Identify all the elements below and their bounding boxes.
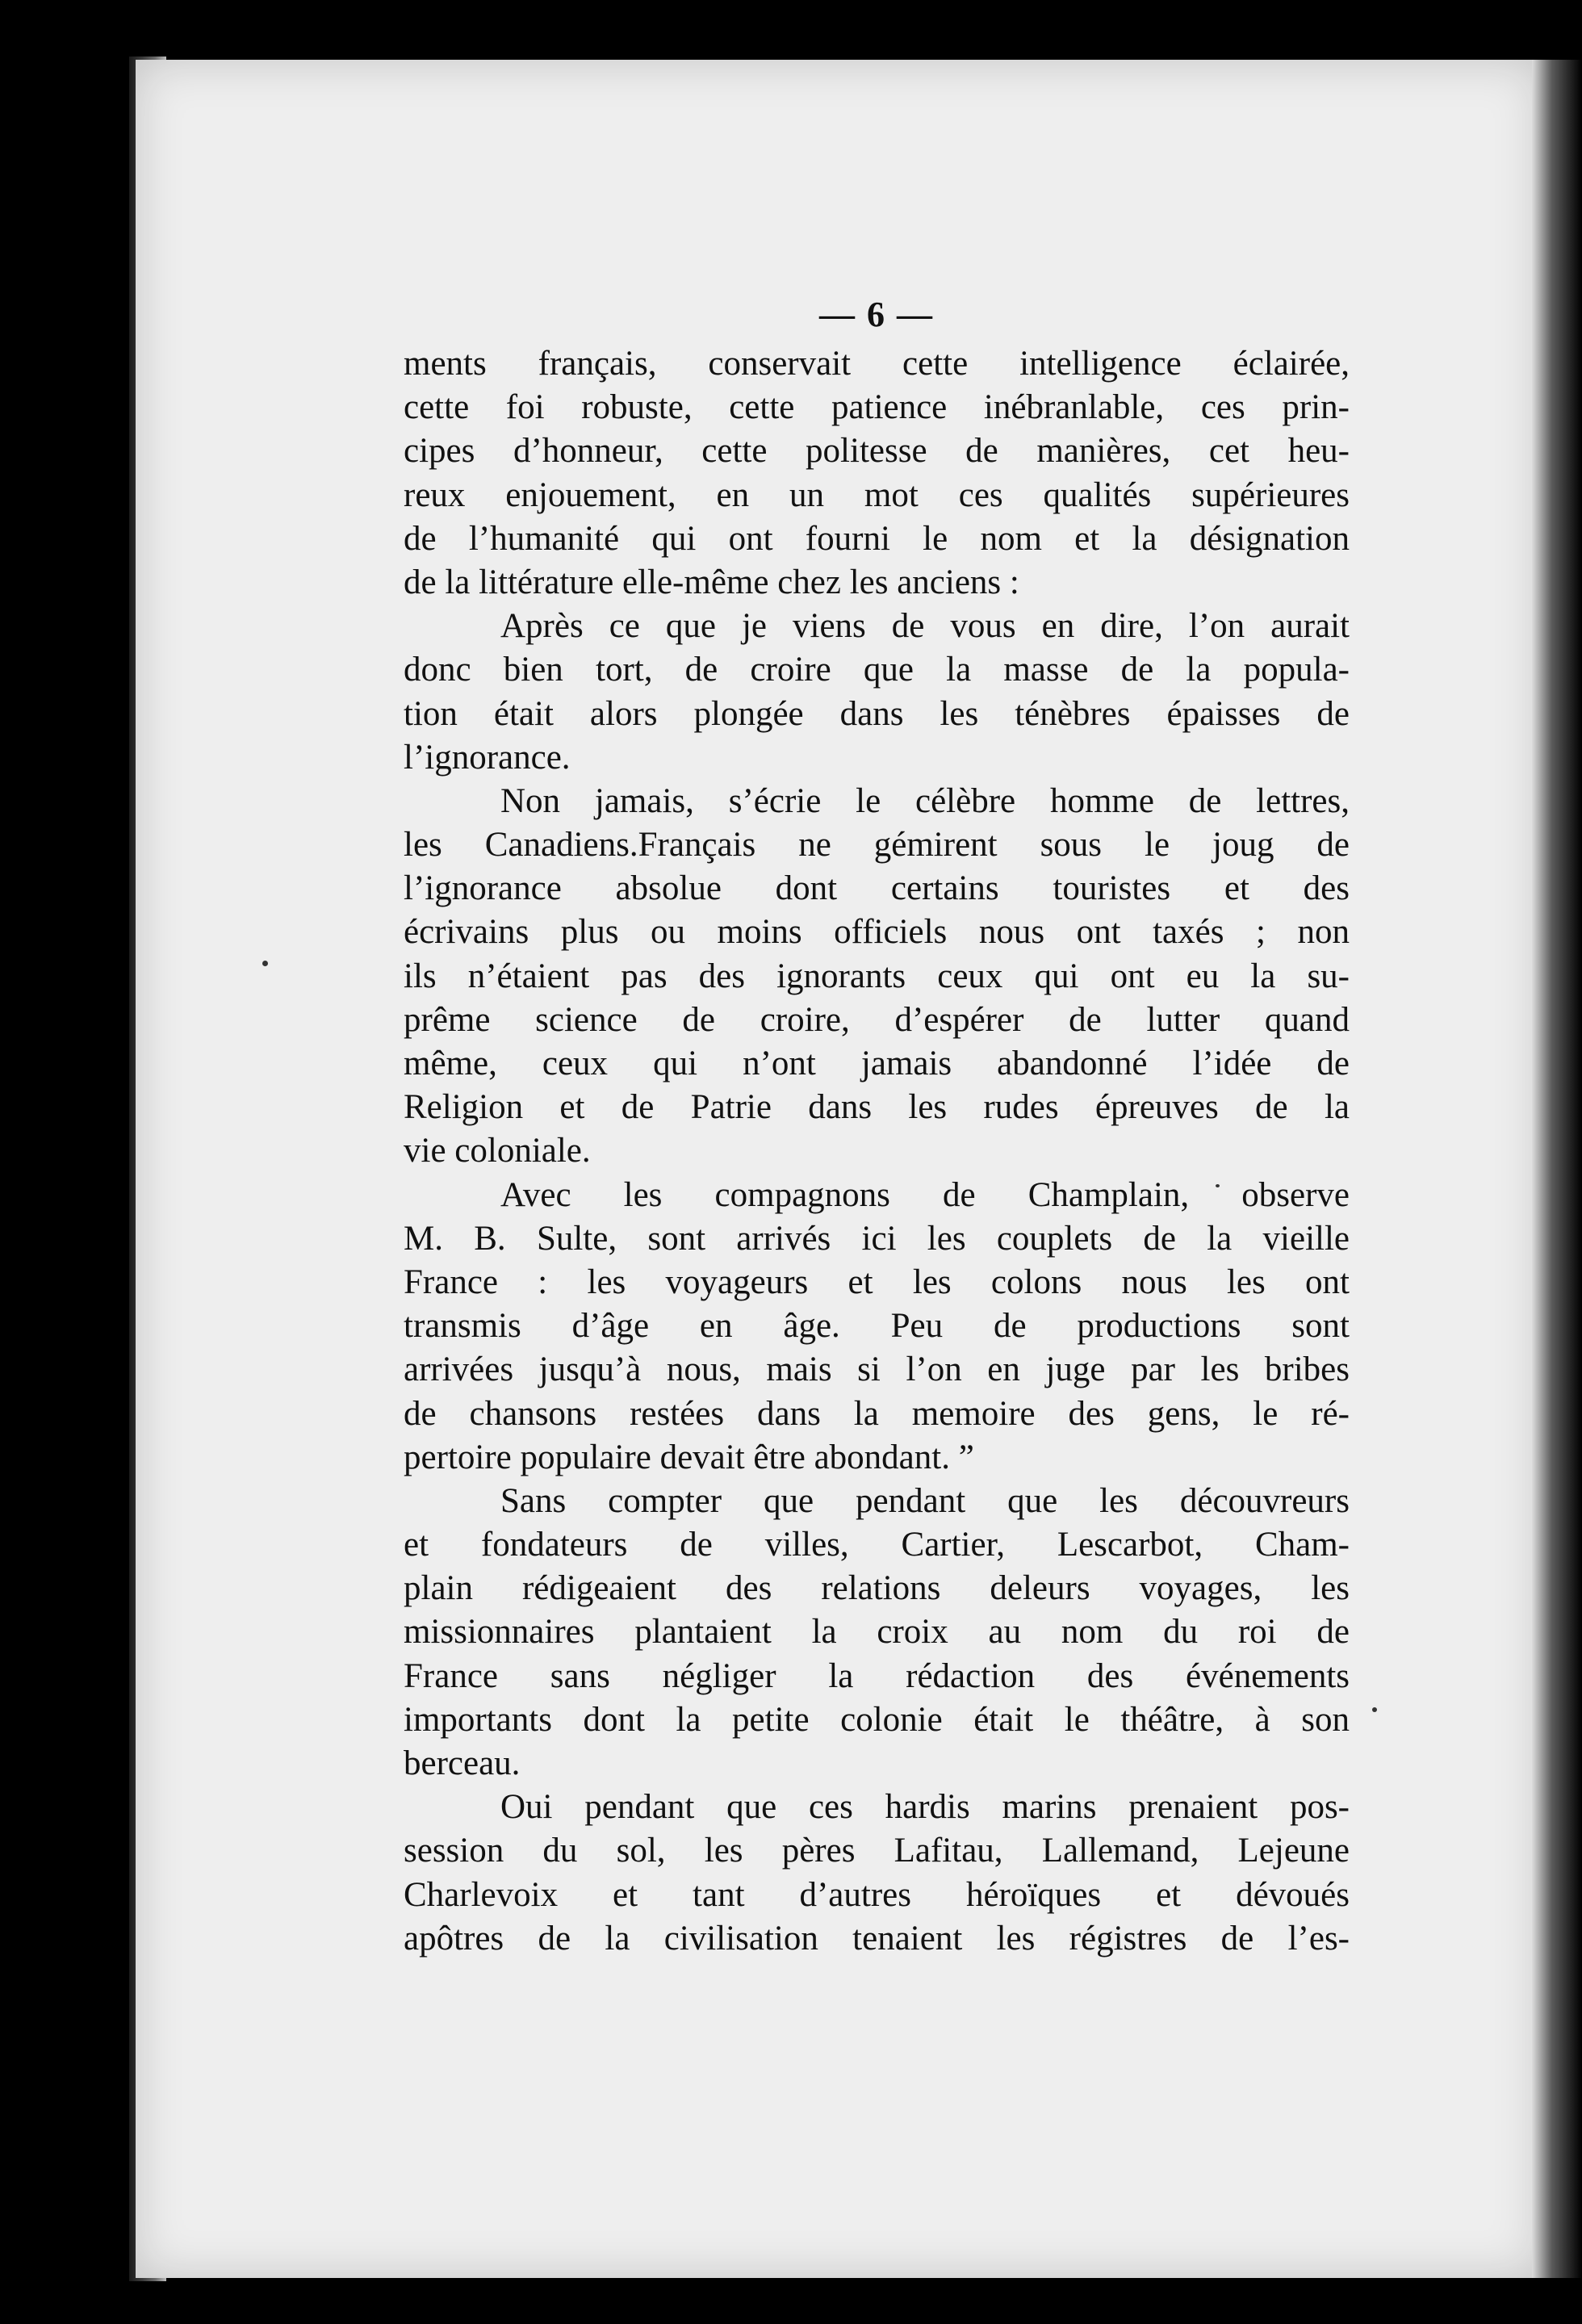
text-line: l’ignorance absolue dont certains touristes et des xyxy=(404,869,1350,908)
text-line: Sans compter que pendant que les découvreurs xyxy=(500,1481,1350,1520)
paragraph xyxy=(404,780,1350,1174)
text-line: France sans négliger la rédaction des événements xyxy=(404,1656,1350,1695)
text-line: ments français, conservait cette intelligence éclairée, xyxy=(404,345,1350,383)
text-line: berceau. xyxy=(404,1744,521,1782)
text-line: les Canadiens.Français ne gémirent sous le joug de xyxy=(404,826,1350,865)
paragraph xyxy=(404,1174,1350,1480)
text-line: Avec les compagnons de Champlain, observe xyxy=(500,1175,1350,1214)
text-line: reux enjouement, en un mot ces qualités supérieures xyxy=(404,475,1350,514)
text-line: Après ce que je viens de vous en dire, l’on aurait xyxy=(500,607,1350,646)
text-line: plain rédigeaient des relations deleurs voyages, les xyxy=(404,1569,1350,1608)
text-line: écrivains plus ou moins officiels nous ont taxés ; non xyxy=(404,913,1350,952)
scan-speck xyxy=(1372,1707,1377,1712)
text-line: cipes d’honneur, cette politesse de manières, cet heu- xyxy=(404,432,1350,471)
text-line: de l’humanité qui ont fourni le nom et la désignation xyxy=(404,519,1350,558)
text-line: ils n’étaient pas des ignorants ceux qui ont eu la su- xyxy=(404,957,1350,995)
text-line: missionnaires plantaient la croix au nom du roi de xyxy=(404,1613,1350,1652)
text-line: l’ignorance. xyxy=(404,738,571,777)
text-line: France : les voyageurs et les colons nous les ont xyxy=(404,1262,1350,1301)
paragraph xyxy=(404,1786,1350,1961)
text-line: tion était alors plongée dans les ténèbres épaisses de xyxy=(404,694,1350,733)
text-line: de chansons restées dans la memoire des gens, le ré- xyxy=(404,1394,1350,1433)
text-line: pertoire populaire devait être abondant. ” xyxy=(404,1438,974,1476)
text-line: de la littérature elle-même chez les anciens : xyxy=(404,563,1019,601)
text-line: donc bien tort, de croire que la masse de la popula- xyxy=(404,651,1350,689)
text-line: importants dont la petite colonie était le théâtre, à son xyxy=(404,1700,1350,1739)
text-line: arrivées jusqu’à nous, mais si l’on en juge par les bribes xyxy=(404,1350,1350,1389)
text-line: session du sol, les pères Lafitau, Lallemand, Lejeune xyxy=(404,1832,1350,1870)
text-line: apôtres de la civilisation tenaient les régistres de l’es- xyxy=(404,1919,1350,1958)
page-right-edge xyxy=(1532,60,1582,2278)
text-line: vie coloniale. xyxy=(404,1132,591,1170)
text-line: Non jamais, s’écrie le célèbre homme de lettres, xyxy=(500,781,1350,820)
scan-speck xyxy=(262,961,268,966)
text-line: prême science de croire, d’espérer de lutter quand xyxy=(404,1000,1350,1039)
page-number: — 6 — xyxy=(819,295,934,334)
text-line: Charlevoix et tant d’autres héroïques et dévoués xyxy=(404,1875,1350,1914)
text-line: Oui pendant que ces hardis marins prenaient pos- xyxy=(500,1788,1350,1827)
page-text xyxy=(404,291,1350,1961)
text-line: cette foi robuste, cette patience inébranlable, ces prin- xyxy=(404,388,1350,427)
paragraph xyxy=(404,342,1350,605)
text-line: Religion et de Patrie dans les rudes épreuves de la xyxy=(404,1088,1350,1127)
paragraph xyxy=(404,605,1350,780)
text-line: et fondateurs de villes, Cartier, Lescarbot, Cham- xyxy=(404,1526,1350,1564)
text-line: même, ceux qui n’ont jamais abandonné l’idée de xyxy=(404,1045,1350,1082)
text-line: transmis d’âge en âge. Peu de productions sont xyxy=(404,1307,1350,1346)
paragraph xyxy=(404,1480,1350,1786)
text-line: M. B. Sulte, sont arrivés ici les couplets de la vieille xyxy=(404,1219,1350,1258)
